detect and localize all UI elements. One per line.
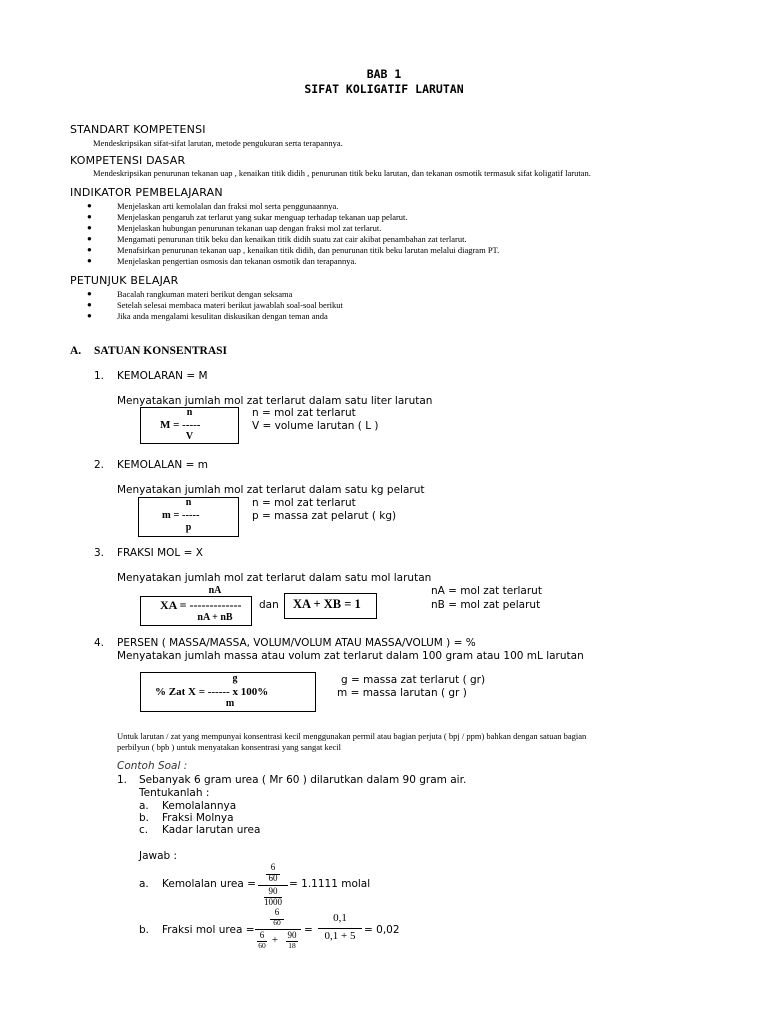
sub-label: a. [139, 800, 149, 812]
item-description: Menyatakan jumlah massa atau volum zat terlarut dalam 100 gram atau 100 mL larutan [117, 650, 584, 662]
definition: nB = mol zat pelarut [431, 599, 541, 611]
equals-sign: = [304, 924, 313, 936]
fraction-num: 6 [274, 907, 280, 917]
kompetensi-text: Mendeskripsikan penurunan tekanan uap , kenaikan titik didih , penurunan titik beku larutan, dan tekanan osmotik termasuk sifat koligatif larutan. [93, 168, 591, 178]
answer-heading: Jawab : [139, 850, 178, 862]
sub-text: Kadar larutan urea [162, 824, 261, 836]
indikator-heading: INDIKATOR PEMBELAJARAN [70, 186, 223, 199]
answer-result: = 0,02 [364, 924, 400, 936]
bullet-icon: ● [87, 256, 92, 265]
example-instruction: Tentukanlah : [139, 787, 210, 799]
answer-label: b. [139, 924, 150, 936]
formula-denominator: m [225, 698, 235, 709]
definition: V = volume larutan ( L ) [252, 420, 379, 432]
definition: m = massa larutan ( gr ) [337, 687, 467, 699]
kompetensi-heading: KOMPETENSI DASAR [70, 154, 186, 167]
note-text: perbilyun ( bpb ) untuk menyatakan konsentrasi yang sangat kecil [117, 742, 342, 752]
chapter-title: SIFAT KOLIGATIF LARUTAN [304, 82, 464, 96]
fraction-num: 90 [287, 930, 297, 940]
formula-equation: M = ----- [160, 419, 201, 431]
answer-text: Kemolalan urea = [162, 878, 256, 890]
fraction-num: 6 [270, 862, 276, 872]
item-number: 1. [94, 370, 105, 382]
bullet-icon: ● [87, 212, 92, 221]
formula-numerator: g [232, 673, 238, 684]
standart-text: Mendeskripsikan sifat-sifat larutan, metode pengukuran serta terapannya. [93, 138, 343, 148]
indikator-item: ● Menafsirkan penurunan tekanan uap , kenaikan titik didih, dan penurunan titik beku larutan melalui diagram PT. [87, 245, 500, 255]
example-number: 1. [117, 774, 128, 786]
plus-sign: + [271, 934, 279, 946]
formula-denominator: p [185, 522, 192, 533]
item-title: PERSEN ( MASSA/MASSA, VOLUM/VOLUM ATAU MASSA/VOLUM ) = % [117, 637, 476, 649]
indikator-item: ● Menjelaskan pengaruh zat terlarut yang sukar menguap terhadap tekanan uap pelarut. [87, 212, 408, 222]
formula-numerator: nA [208, 585, 222, 596]
fraction-den: 0,1 + 5 [324, 930, 356, 942]
fraction-line [318, 928, 362, 929]
note-text: Untuk larutan / zat yang mempunyai konsentrasi kecil menggunakan permil atau bagian perjuta ( bpj / ppm) bahkan dengan satuan bagian [117, 731, 587, 741]
item-description: Menyatakan jumlah mol zat terlarut dalam satu mol larutan [117, 572, 432, 584]
standart-heading: STANDART KOMPETENSI [70, 123, 206, 136]
fraction-den: 60 [258, 941, 266, 950]
definition: n = mol zat terlarut [252, 407, 356, 419]
item-description: Menyatakan jumlah mol zat terlarut dalam satu liter larutan [117, 395, 433, 407]
bullet-icon: ● [87, 300, 92, 309]
formula-numerator: n [186, 407, 193, 418]
bullet-icon: ● [87, 245, 92, 254]
bullet-icon: ● [87, 223, 92, 232]
sub-label: b. [139, 812, 150, 824]
formula-sum: XA + XB = 1 [293, 597, 361, 611]
definition: p = massa zat pelarut ( kg) [252, 510, 397, 522]
item-title: KEMOLALAN = m [117, 459, 208, 471]
example-problem: Sebanyak 6 gram urea ( Mr 60 ) dilarutkan dalam 90 gram air. [139, 774, 467, 786]
answer-result: = 1.1111 molal [289, 878, 371, 890]
petunjuk-heading: PETUNJUK BELAJAR [70, 274, 179, 287]
indikator-item: ● Mengamati penurunan titik beku dan kenaikan titik didih suatu zat cair akibat penambahan zat terlarut. [87, 234, 467, 244]
formula-equation: XA = ------------- [160, 598, 242, 612]
answer-label: a. [139, 878, 149, 890]
item-title: KEMOLARAN = M [117, 370, 208, 382]
sub-text: Kemolalannya [162, 800, 237, 812]
answer-text: Fraksi mol urea = [162, 924, 255, 936]
bullet-icon: ● [87, 234, 92, 243]
fraction-num: 90 [268, 886, 278, 896]
formula-denominator: nA + nB [197, 612, 233, 623]
formula-equation: % Zat X = ------ x 100% [155, 686, 269, 698]
definition: nA = mol zat terlarut [431, 585, 542, 597]
fraction-num: 0,1 [333, 912, 347, 924]
item-number: 4. [94, 637, 105, 649]
petunjuk-item: ● Bacalah rangkuman materi berikut dengan seksama [87, 289, 293, 299]
sub-text: Fraksi Molnya [162, 812, 234, 824]
indikator-item: ● Menjelaskan hubungan penurunan tekanan uap dengan fraksi mol zat terlarut. [87, 223, 382, 233]
formula-numerator: n [185, 497, 192, 508]
fraction-den: 1000 [264, 897, 282, 907]
conjunction: dan [259, 599, 279, 611]
chapter-label: BAB 1 [366, 67, 402, 81]
bullet-icon: ● [87, 201, 92, 210]
definition: g = massa zat terlarut ( gr) [341, 674, 486, 686]
bullet-icon: ● [87, 289, 92, 298]
formula-equation: m = ----- [162, 510, 200, 521]
section-label: A. [70, 345, 82, 357]
item-title: FRAKSI MOL = X [117, 547, 203, 559]
petunjuk-item: ● Jika anda mengalami kesulitan diskusikan dengan teman anda [87, 311, 328, 321]
formula-denominator: V [185, 431, 194, 442]
petunjuk-item: ● Setelah selesai membaca materi berikut jawablah soal-soal berikut [87, 300, 343, 310]
definition: n = mol zat terlarut [252, 497, 356, 509]
indikator-item: ● Menjelaskan arti kemolalan dan fraksi mol serta penggunaannya. [87, 201, 339, 211]
item-number: 3. [94, 547, 105, 559]
section-heading: SATUAN KONSENTRASI [94, 345, 228, 357]
fraction-den: 18 [288, 941, 296, 950]
indikator-item: ● Menjelaskan pengertian osmosis dan tekanan osmotik dan terapannya. [87, 256, 357, 266]
fraction-den: 60 [268, 873, 278, 883]
item-description: Menyatakan jumlah mol zat terlarut dalam satu kg pelarut [117, 484, 425, 496]
bullet-icon: ● [87, 311, 92, 320]
item-number: 2. [94, 459, 105, 471]
fraction-den: 60 [273, 918, 281, 927]
fraction-num: 6 [259, 930, 265, 940]
example-heading: Contoh Soal : [117, 760, 188, 772]
sub-label: c. [139, 824, 149, 836]
